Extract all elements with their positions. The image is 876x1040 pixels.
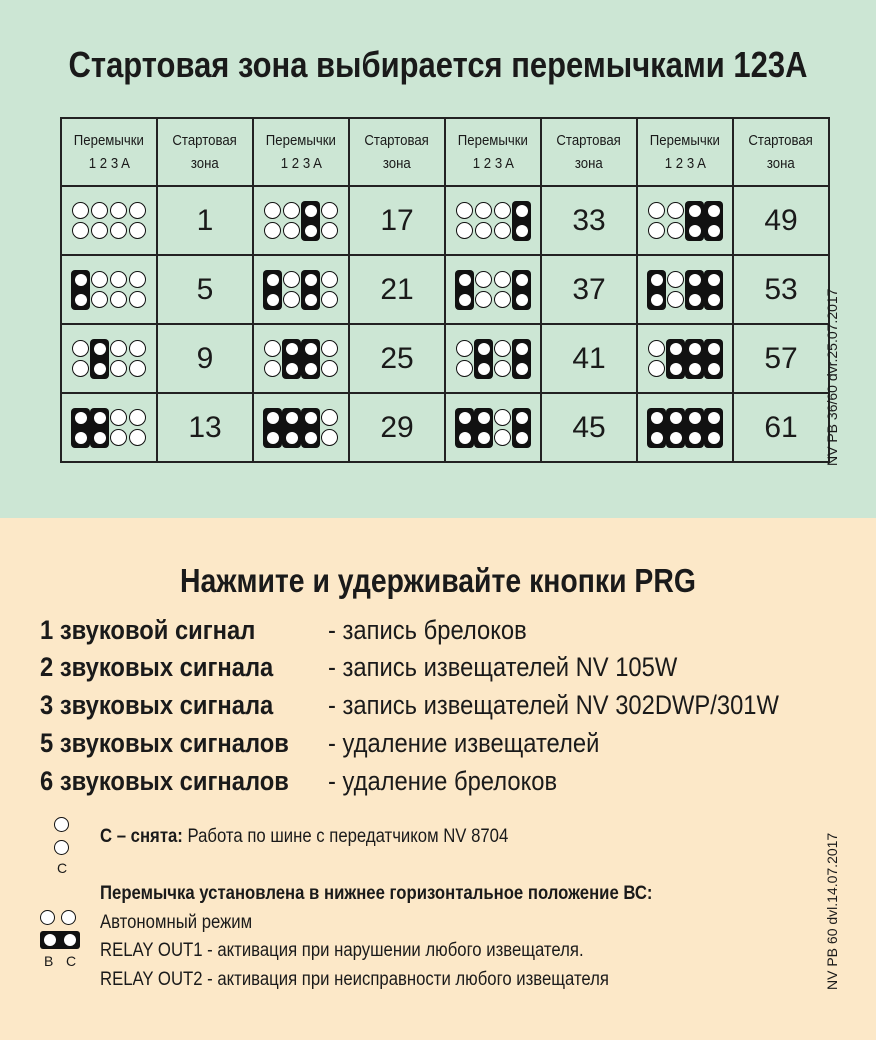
header-text: зона <box>191 155 219 172</box>
jumper-on-icon <box>512 339 531 379</box>
table-row <box>61 186 829 255</box>
pin-icon <box>321 340 338 357</box>
jumper-on-icon <box>685 339 704 379</box>
jumper-on-icon <box>71 270 90 310</box>
jumper-pattern <box>253 393 349 462</box>
header-text: 1 2 3 A <box>472 155 514 172</box>
pin-icon <box>494 271 511 288</box>
zone-number: 61 <box>733 393 829 462</box>
jumper-on-icon <box>282 408 301 448</box>
pin-icon <box>283 222 300 239</box>
pin-icon <box>283 202 300 219</box>
header-jumpers <box>637 118 733 186</box>
pin-icon <box>494 360 511 377</box>
jumper-pattern <box>445 393 541 462</box>
jumper-pattern <box>445 255 541 324</box>
jumper-on-icon <box>704 339 723 379</box>
pin-icon <box>648 360 665 377</box>
pin-icon <box>264 340 281 357</box>
zone-number: 9 <box>157 324 253 393</box>
jumper-on-icon <box>90 408 109 448</box>
prg-title: Нажмите и удерживайте кнопки PRG <box>180 562 696 599</box>
jumper-on-icon <box>704 270 723 310</box>
zone-number: 53 <box>733 255 829 324</box>
jumper-on-icon <box>685 201 704 241</box>
pin-icon <box>321 360 338 377</box>
jumper-on-icon <box>647 270 666 310</box>
jumper-pattern <box>637 324 733 393</box>
prg-item-label: 1 звуковой сигнал <box>40 615 256 645</box>
prg-item <box>40 728 600 759</box>
jumper-on-icon <box>263 270 282 310</box>
pin-icon <box>494 222 511 239</box>
pin-icon <box>648 202 665 219</box>
jumper-on-icon <box>512 201 531 241</box>
pin-icon <box>129 271 146 288</box>
note-bc-line: RELAY OUT2 - активация при неисправности любого извещателя <box>100 969 609 990</box>
pin-icon <box>110 340 127 357</box>
jumper-on-icon <box>90 339 109 379</box>
header-text: зона <box>767 155 795 172</box>
pin-icon <box>61 910 76 925</box>
header-zone <box>733 118 829 186</box>
pin-icon <box>110 271 127 288</box>
jumper-on-icon <box>512 408 531 448</box>
prg-item-label: 2 звуковых сигнала <box>40 652 274 682</box>
pin-icon <box>72 360 89 377</box>
zone-number: 25 <box>349 324 445 393</box>
jumper-on-icon <box>666 339 685 379</box>
table-row <box>61 324 829 393</box>
jumper-on-icon <box>263 408 282 448</box>
pin-icon <box>129 340 146 357</box>
pin-icon <box>110 409 127 426</box>
prg-item-action: - запись извещателей NV 105W <box>328 652 678 682</box>
jumper-pattern <box>637 393 733 462</box>
pin-icon <box>321 202 338 219</box>
note-c-text: Работа по шине с передатчиком NV 8704 <box>182 826 509 847</box>
pin-icon <box>475 291 492 308</box>
jumper-on-icon <box>301 270 320 310</box>
page-title: Стартовая зона выбирается перемычками 123A <box>68 44 808 85</box>
jumper-table <box>60 117 830 463</box>
pin-icon <box>264 202 281 219</box>
pin-icon <box>129 222 146 239</box>
jumper-on-icon <box>474 408 493 448</box>
pin-icon <box>667 222 684 239</box>
header-text: 1 2 3 A <box>664 155 706 172</box>
pin-icon <box>456 340 473 357</box>
pin-icon <box>667 291 684 308</box>
pin-icon <box>475 222 492 239</box>
pin-icon <box>475 202 492 219</box>
pin-icon <box>129 291 146 308</box>
jumper-pattern <box>61 255 157 324</box>
jumper-on-icon <box>455 270 474 310</box>
header-text: Перемычки <box>73 132 145 149</box>
pin-icon <box>264 360 281 377</box>
prg-item <box>40 615 527 646</box>
table-row <box>61 393 829 462</box>
zone-number: 13 <box>157 393 253 462</box>
prg-item <box>40 766 558 797</box>
header-zone <box>157 118 253 186</box>
header-text: Стартовая <box>748 132 814 149</box>
pin-icon <box>54 840 69 855</box>
prg-item-action: - удаление брелоков <box>328 766 558 796</box>
pin-icon <box>129 429 146 446</box>
jumper-pattern <box>445 324 541 393</box>
jumper-pattern <box>637 255 733 324</box>
zone-number: 33 <box>541 186 637 255</box>
version-label-bottom: NV PB 60 dvl.14.07.2017 <box>824 832 840 990</box>
prg-item-label: 5 звуковых сигналов <box>40 728 289 758</box>
prg-item <box>40 652 678 683</box>
header-zone <box>541 118 637 186</box>
zone-number: 41 <box>541 324 637 393</box>
zone-number: 49 <box>733 186 829 255</box>
pin-icon <box>456 222 473 239</box>
pin-b-label: B <box>44 953 54 969</box>
jumper-on-icon <box>301 408 320 448</box>
zone-number: 5 <box>157 255 253 324</box>
pin-icon <box>72 202 89 219</box>
jumper-pattern <box>253 255 349 324</box>
version-label-top: NV PB 36/60 dvr.25.07.2017 <box>824 288 840 466</box>
pin-icon <box>667 271 684 288</box>
pin-icon <box>91 222 108 239</box>
pin-icon <box>494 340 511 357</box>
pin-icon <box>40 910 55 925</box>
pin-icon <box>110 291 127 308</box>
pin-icon <box>72 340 89 357</box>
jumper-on-icon <box>71 408 90 448</box>
pin-icon <box>648 340 665 357</box>
jumper-on-icon <box>704 201 723 241</box>
pin-icon <box>110 222 127 239</box>
jumper-pattern <box>637 186 733 255</box>
pin-icon <box>110 429 127 446</box>
pin-icon <box>54 817 69 832</box>
prg-item-action: - запись извещателей NV 302DWP/301W <box>328 690 779 720</box>
prg-item <box>40 690 779 721</box>
jumper-pattern <box>445 186 541 255</box>
pin-icon <box>91 202 108 219</box>
pin-icon <box>110 202 127 219</box>
pin-icon <box>129 409 146 426</box>
jumper-pattern <box>253 324 349 393</box>
jumper-on-icon <box>647 408 666 448</box>
pin-icon <box>91 291 108 308</box>
header-jumpers <box>253 118 349 186</box>
pin-icon <box>283 291 300 308</box>
header-text: Перемычки <box>457 132 529 149</box>
jumper-on-icon <box>685 408 704 448</box>
pin-icon <box>456 360 473 377</box>
header-text: зона <box>383 155 411 172</box>
pin-icon <box>648 222 665 239</box>
note-bc-heading: Перемычка установлена в нижнее горизонтальное положение ВС: <box>100 883 653 904</box>
pin-icon <box>494 291 511 308</box>
prg-item-action: - удаление извещателей <box>328 728 600 758</box>
zone-number: 1 <box>157 186 253 255</box>
pin-icon <box>456 202 473 219</box>
jumper-on-icon <box>455 408 474 448</box>
pin-icon <box>321 222 338 239</box>
pin-icon <box>494 409 511 426</box>
jumper-on-icon <box>512 270 531 310</box>
jumper-pattern <box>61 393 157 462</box>
zone-number: 17 <box>349 186 445 255</box>
zone-number: 45 <box>541 393 637 462</box>
header-text: Стартовая <box>556 132 622 149</box>
header-text: Стартовая <box>172 132 238 149</box>
jumper-on-icon <box>474 339 493 379</box>
pin-icon <box>129 202 146 219</box>
jumper-pattern <box>61 186 157 255</box>
zone-number: 57 <box>733 324 829 393</box>
pin-icon <box>494 429 511 446</box>
jumper-pattern <box>61 324 157 393</box>
pin-icon <box>321 409 338 426</box>
zone-number: 21 <box>349 255 445 324</box>
jumper-on-icon <box>666 408 685 448</box>
pin-icon <box>321 271 338 288</box>
pin-icon <box>321 429 338 446</box>
zone-number: 29 <box>349 393 445 462</box>
prg-item-label: 3 звуковых сигнала <box>40 690 274 720</box>
note-c-bold: С – снята: <box>100 826 183 847</box>
pin-icon <box>264 222 281 239</box>
header-text: 1 2 3 A <box>88 155 130 172</box>
pin-c-label: C <box>66 953 77 969</box>
jumper-on-icon <box>301 339 320 379</box>
pin-c-label: C <box>57 860 68 876</box>
table-row <box>61 255 829 324</box>
header-text: Стартовая <box>364 132 430 149</box>
header-text: Перемычки <box>649 132 721 149</box>
pin-icon <box>667 202 684 219</box>
pin-icon <box>475 271 492 288</box>
jumper-on-icon <box>301 201 320 241</box>
jumper-bc-icon <box>40 931 80 949</box>
zone-number: 37 <box>541 255 637 324</box>
pin-icon <box>91 271 108 288</box>
note-c <box>100 826 508 848</box>
jumper-on-icon <box>685 270 704 310</box>
header-zone <box>349 118 445 186</box>
header-text: зона <box>575 155 603 172</box>
jumper-pattern <box>253 186 349 255</box>
header-jumpers <box>61 118 157 186</box>
header-jumpers <box>445 118 541 186</box>
pin-icon <box>72 222 89 239</box>
jumper-on-icon <box>704 408 723 448</box>
pin-icon <box>283 271 300 288</box>
jumper-on-icon <box>282 339 301 379</box>
note-bc-line: Автономный режим <box>100 912 253 933</box>
header-text: 1 2 3 A <box>280 155 322 172</box>
pin-icon <box>110 360 127 377</box>
prg-item-label: 6 звуковых сигналов <box>40 766 289 796</box>
pin-icon <box>321 291 338 308</box>
pin-icon <box>494 202 511 219</box>
pin-icon <box>129 360 146 377</box>
note-bc-line: RELAY OUT1 - активация при нарушении любого извещателя. <box>100 940 584 961</box>
header-text: Перемычки <box>265 132 337 149</box>
prg-item-action: - запись брелоков <box>328 615 527 645</box>
